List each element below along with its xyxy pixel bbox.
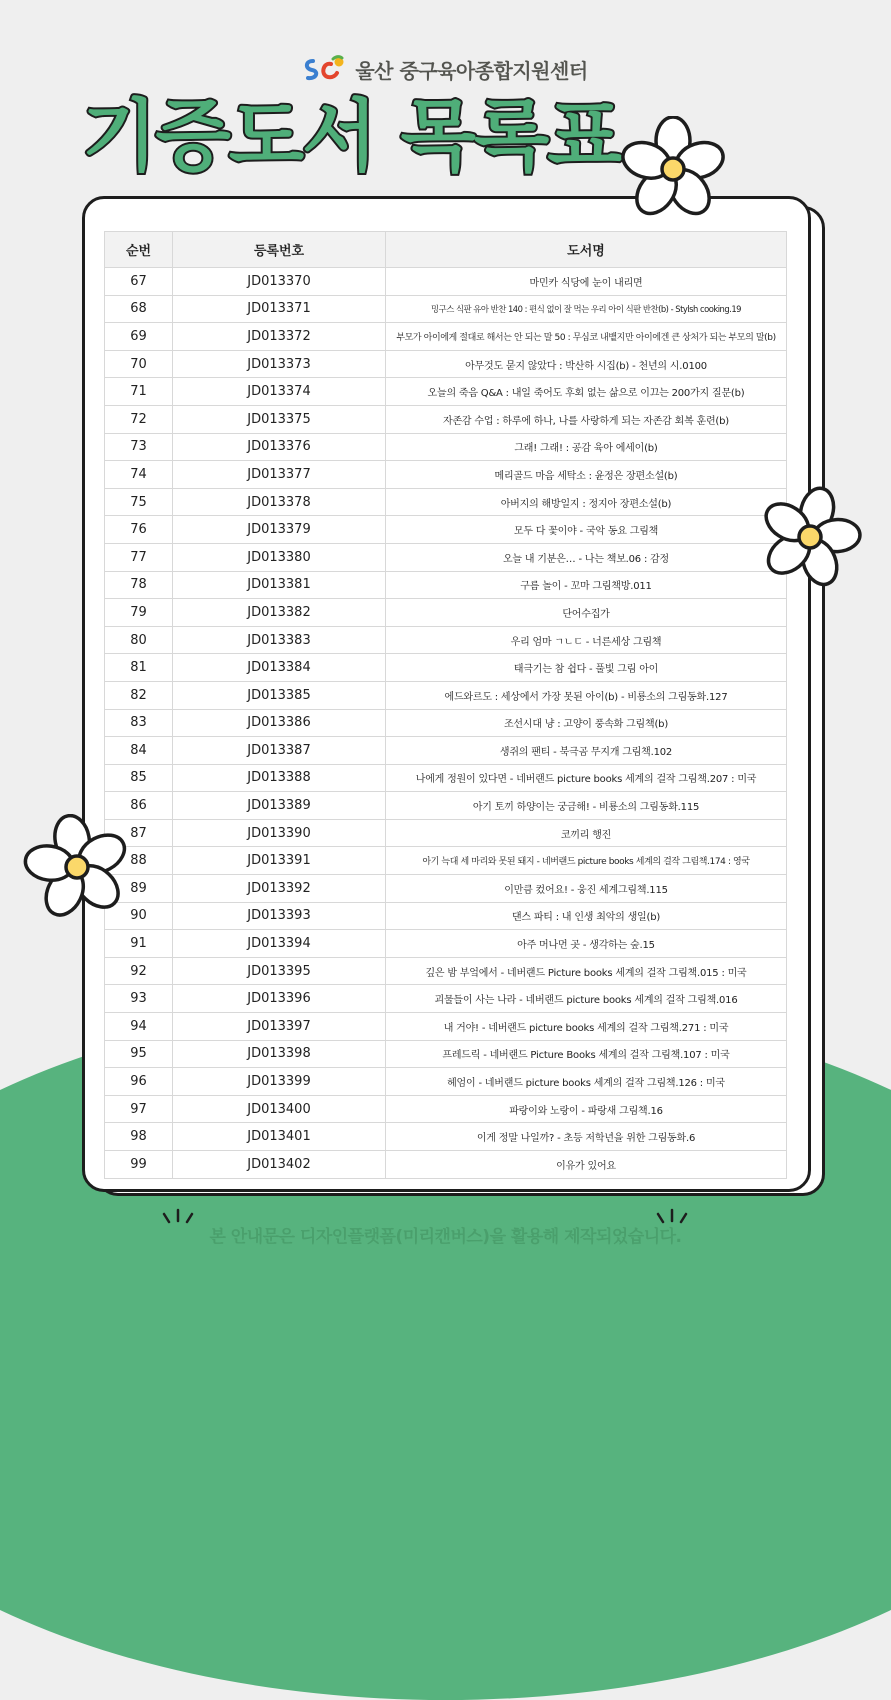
row-number-cell: 88 xyxy=(105,847,173,875)
registration-number-cell: JD013378 xyxy=(173,488,386,516)
column-header-number: 순번 xyxy=(105,232,173,268)
table-row xyxy=(105,1068,787,1096)
table-row xyxy=(105,847,787,875)
registration-number-cell: JD013394 xyxy=(173,930,386,958)
book-title-cell: 마민카 식당에 눈이 내리면 xyxy=(386,268,787,296)
book-title-cell: 밍구스 식판 유아 반찬 140 : 편식 없이 잘 먹는 우리 아이 식판 반찬(b) - Stylsh cooking.19 xyxy=(386,295,787,323)
row-number-cell: 79 xyxy=(105,599,173,627)
row-number-cell: 74 xyxy=(105,461,173,489)
registration-number-cell: JD013375 xyxy=(173,405,386,433)
table-row xyxy=(105,516,787,544)
table-row xyxy=(105,433,787,461)
table-row xyxy=(105,957,787,985)
book-title-cell: 오늘 내 기분은… - 나는 책보.06 : 감정 xyxy=(386,543,787,571)
registration-number-cell: JD013391 xyxy=(173,847,386,875)
registration-number-cell: JD013382 xyxy=(173,599,386,627)
registration-number-cell: JD013401 xyxy=(173,1123,386,1151)
registration-number-cell: JD013372 xyxy=(173,323,386,351)
table-row xyxy=(105,378,787,406)
table-row xyxy=(105,902,787,930)
book-title-cell: 아버지의 해방일지 : 정지아 장편소설(b) xyxy=(386,488,787,516)
table-row xyxy=(105,1123,787,1151)
table-row xyxy=(105,1013,787,1041)
book-title-cell: 프레드릭 - 네버랜드 Picture Books 세계의 걸작 그림책.107 : 미국 xyxy=(386,1040,787,1068)
row-number-cell: 80 xyxy=(105,626,173,654)
row-number-cell: 93 xyxy=(105,985,173,1013)
registration-number-cell: JD013393 xyxy=(173,902,386,930)
row-number-cell: 68 xyxy=(105,295,173,323)
table-row xyxy=(105,461,787,489)
registration-number-cell: JD013400 xyxy=(173,1095,386,1123)
row-number-cell: 87 xyxy=(105,819,173,847)
book-title-cell: 괴물들이 사는 나라 - 네버랜드 picture books 세계의 걸작 그림책.016 xyxy=(386,985,787,1013)
row-number-cell: 70 xyxy=(105,350,173,378)
row-number-cell: 95 xyxy=(105,1040,173,1068)
row-number-cell: 96 xyxy=(105,1068,173,1096)
table-row xyxy=(105,323,787,351)
book-title-cell: 우리 엄마 ㄱㄴㄷ - 너른세상 그림책 xyxy=(386,626,787,654)
row-number-cell: 91 xyxy=(105,930,173,958)
table-row xyxy=(105,1151,787,1179)
book-title-cell: 조선시대 냥 : 고양이 풍속화 그림책(b) xyxy=(386,709,787,737)
daisy-flower-icon xyxy=(618,116,728,222)
table-row xyxy=(105,792,787,820)
table-row xyxy=(105,405,787,433)
book-title-cell: 코끼리 행진 xyxy=(386,819,787,847)
book-title-cell: 에드와르도 : 세상에서 가장 못된 아이(b) - 비룡소의 그림동화.127 xyxy=(386,681,787,709)
book-title-cell: 이게 정말 나일까? - 초등 저학년을 위한 그림동화.6 xyxy=(386,1123,787,1151)
daisy-flower-icon xyxy=(756,485,864,589)
row-number-cell: 83 xyxy=(105,709,173,737)
row-number-cell: 81 xyxy=(105,654,173,682)
row-number-cell: 72 xyxy=(105,405,173,433)
logo-mark-icon xyxy=(303,55,347,83)
row-number-cell: 76 xyxy=(105,516,173,544)
table-row xyxy=(105,295,787,323)
book-title-cell: 구름 놀이 - 꼬마 그림책방.011 xyxy=(386,571,787,599)
book-title-cell: 오늘의 죽음 Q&A : 내일 죽어도 후회 없는 삶으로 이끄는 200가지 질문(b) xyxy=(386,378,787,406)
registration-number-cell: JD013381 xyxy=(173,571,386,599)
org-name: 울산 중구육아종합지원센터 xyxy=(355,58,588,83)
registration-number-cell: JD013373 xyxy=(173,350,386,378)
row-number-cell: 69 xyxy=(105,323,173,351)
registration-number-cell: JD013399 xyxy=(173,1068,386,1096)
registration-number-cell: JD013387 xyxy=(173,737,386,765)
book-title-cell: 파랑이와 노랑이 - 파랑새 그림책.16 xyxy=(386,1095,787,1123)
book-title-cell: 메리골드 마음 세탁소 : 윤정은 장편소설(b) xyxy=(386,461,787,489)
row-number-cell: 82 xyxy=(105,681,173,709)
row-number-cell: 86 xyxy=(105,792,173,820)
column-header-registration: 등록번호 xyxy=(173,232,386,268)
row-number-cell: 89 xyxy=(105,875,173,903)
table-row xyxy=(105,819,787,847)
registration-number-cell: JD013392 xyxy=(173,875,386,903)
table-row xyxy=(105,654,787,682)
table-row xyxy=(105,985,787,1013)
row-number-cell: 97 xyxy=(105,1095,173,1123)
book-title-cell: 태극기는 참 쉽다 - 풀빛 그림 아이 xyxy=(386,654,787,682)
registration-number-cell: JD013388 xyxy=(173,764,386,792)
book-title-cell: 이유가 있어요 xyxy=(386,1151,787,1179)
book-title-cell: 단어수집가 xyxy=(386,599,787,627)
book-title-cell: 헤엄이 - 네버랜드 picture books 세계의 걸작 그림책.126 : 미국 xyxy=(386,1068,787,1096)
book-title-cell: 아기 토끼 하양이는 궁금해! - 비룡소의 그림동화.115 xyxy=(386,792,787,820)
row-number-cell: 71 xyxy=(105,378,173,406)
table-body xyxy=(105,268,787,1179)
row-number-cell: 90 xyxy=(105,902,173,930)
row-number-cell: 75 xyxy=(105,488,173,516)
table-row xyxy=(105,488,787,516)
page-title: 기증도서 목록표 xyxy=(82,92,621,182)
footer-note: 본 안내문은 디자인플랫폼(미리캔버스)을 활용해 제작되었습니다. xyxy=(209,1227,682,1247)
book-title-cell: 나에게 정원이 있다면 - 네버랜드 picture books 세계의 걸작 그림책.207 : 미국 xyxy=(386,764,787,792)
book-table xyxy=(104,231,787,1179)
registration-number-cell: JD013402 xyxy=(173,1151,386,1179)
table-row xyxy=(105,1040,787,1068)
row-number-cell: 84 xyxy=(105,737,173,765)
registration-number-cell: JD013397 xyxy=(173,1013,386,1041)
table-row xyxy=(105,875,787,903)
table-row xyxy=(105,1095,787,1123)
registration-number-cell: JD013396 xyxy=(173,985,386,1013)
book-title-cell: 그래! 그래! : 공감 육아 에세이(b) xyxy=(386,433,787,461)
book-title-cell: 내 거야! - 네버랜드 picture books 세계의 걸작 그림책.271 : 미국 xyxy=(386,1013,787,1041)
table-row xyxy=(105,626,787,654)
table-row xyxy=(105,709,787,737)
registration-number-cell: JD013383 xyxy=(173,626,386,654)
book-title-cell: 깊은 밤 부엌에서 - 네버랜드 Picture books 세계의 걸작 그림책.015 : 미국 xyxy=(386,957,787,985)
row-number-cell: 94 xyxy=(105,1013,173,1041)
book-title-cell: 아무것도 묻지 않았다 : 박산하 시집(b) - 천년의 시.0100 xyxy=(386,350,787,378)
book-title-cell: 부모가 아이에게 절대로 해서는 안 되는 말 50 : 무심코 내뱉지만 아이에겐 큰 상처가 되는 부모의 말(b) xyxy=(386,323,787,351)
registration-number-cell: JD013384 xyxy=(173,654,386,682)
book-title-cell: 모두 다 꽃이야 - 국악 동요 그림책 xyxy=(386,516,787,544)
table-row xyxy=(105,681,787,709)
registration-number-cell: JD013376 xyxy=(173,433,386,461)
book-title-cell: 아기 늑대 세 마리와 못된 돼지 - 네버랜드 picture books 세계의 걸작 그림책.174 : 영국 xyxy=(386,847,787,875)
row-number-cell: 98 xyxy=(105,1123,173,1151)
registration-number-cell: JD013374 xyxy=(173,378,386,406)
column-header-title: 도서명 xyxy=(386,232,787,268)
registration-number-cell: JD013398 xyxy=(173,1040,386,1068)
table-row xyxy=(105,764,787,792)
book-title-cell: 이만큼 컸어요! - 웅진 세계그림책.115 xyxy=(386,875,787,903)
table-header-row xyxy=(105,232,787,268)
registration-number-cell: JD013390 xyxy=(173,819,386,847)
table-row xyxy=(105,737,787,765)
row-number-cell: 99 xyxy=(105,1151,173,1179)
table-row xyxy=(105,930,787,958)
table-row xyxy=(105,268,787,296)
book-title-cell: 생쥐의 팬티 - 북극곰 무지개 그림책.102 xyxy=(386,737,787,765)
book-title-cell: 자존감 수업 : 하루에 하나, 나를 사랑하게 되는 자존감 회복 훈련(b) xyxy=(386,405,787,433)
row-number-cell: 77 xyxy=(105,543,173,571)
row-number-cell: 73 xyxy=(105,433,173,461)
book-title-cell: 댄스 파티 : 내 인생 최악의 생일(b) xyxy=(386,902,787,930)
registration-number-cell: JD013370 xyxy=(173,268,386,296)
row-number-cell: 85 xyxy=(105,764,173,792)
registration-number-cell: JD013379 xyxy=(173,516,386,544)
table-row xyxy=(105,571,787,599)
registration-number-cell: JD013377 xyxy=(173,461,386,489)
registration-number-cell: JD013371 xyxy=(173,295,386,323)
row-number-cell: 67 xyxy=(105,268,173,296)
row-number-cell: 78 xyxy=(105,571,173,599)
table-row xyxy=(105,599,787,627)
row-number-cell: 92 xyxy=(105,957,173,985)
table-row xyxy=(105,543,787,571)
registration-number-cell: JD013385 xyxy=(173,681,386,709)
registration-number-cell: JD013380 xyxy=(173,543,386,571)
daisy-flower-icon xyxy=(22,814,132,920)
registration-number-cell: JD013395 xyxy=(173,957,386,985)
table-row xyxy=(105,350,787,378)
registration-number-cell: JD013389 xyxy=(173,792,386,820)
registration-number-cell: JD013386 xyxy=(173,709,386,737)
book-title-cell: 아주 머나먼 곳 - 생각하는 숲.15 xyxy=(386,930,787,958)
org-header xyxy=(0,54,891,84)
